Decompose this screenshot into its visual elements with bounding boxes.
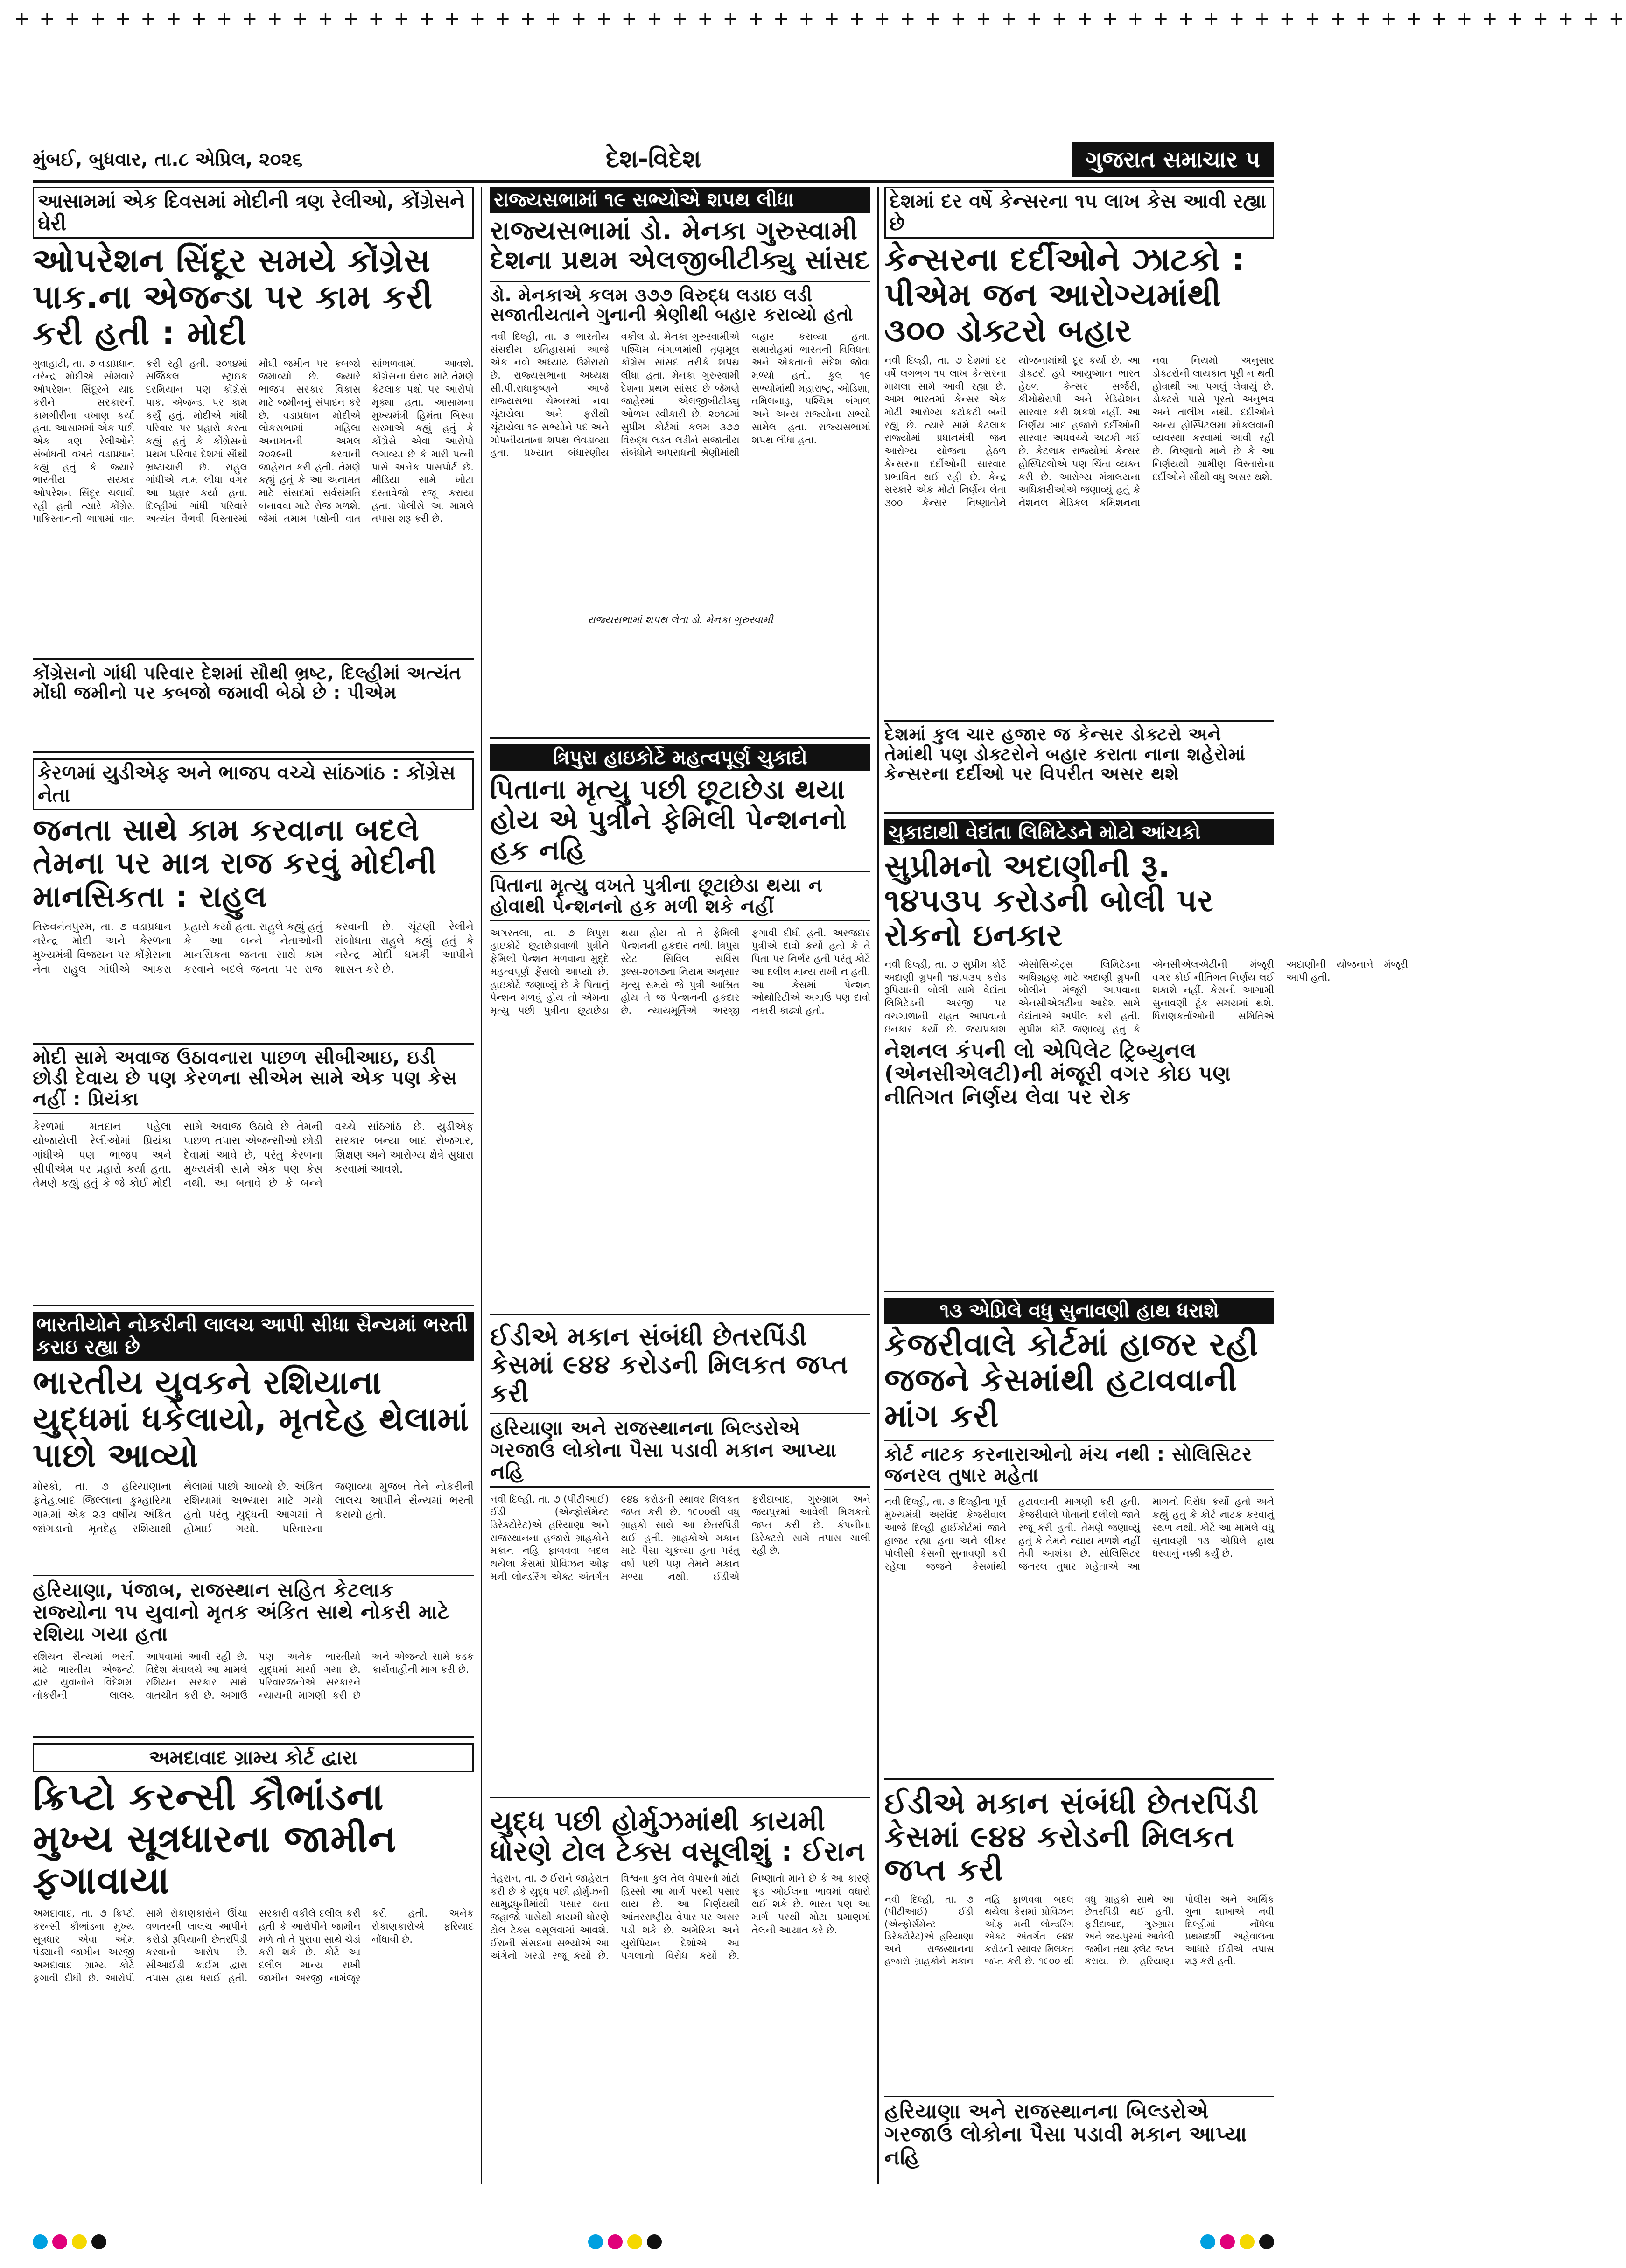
magenta-dot [1220, 2234, 1235, 2249]
kicker: દેશમાં દર વર્ષે કેન્સરના ૧૫ લાખ કેસ આવી રહ્યા છે [884, 187, 1274, 239]
kicker: અમદાવાદ ગ્રામ્ય કોર્ટ દ્વારા [33, 1743, 474, 1772]
article-body: મોસ્કો, તા. ૭ હરિયાણાના ફતેહાબાદ જિલ્લાના કુમ્હારિયા ગામમાં એક ૨૩ વર્ષીય અંકિત જાંગડાનો મૃતદેહ રશિયાથી થેલામાં પાછો આવ્યો છે. અંકિત રશિયામાં અભ્યાસ માટે ગયો હતો પરંતુ યુદ્ધની આગમાં તે હોમાઈ ગયો. પરિવારના જણાવ્યા મુજબ તેને નોકરીની લાલચ આપીને સૈન્યમાં ભરતી કરાયો હતો. [33, 1480, 474, 1535]
headline: ભારતીય યુવકને રશિયાના યુદ્ધમાં ધકેલાયો, મૃતદેહ થેલામાં પાછો આવ્યો [33, 1363, 470, 1475]
section-rule [33, 1305, 474, 1306]
subheadline: નેશનલ કંપની લો એપિલેટ ટ્રિબ્યુનલ (એનસીએલટી)ની મંજૂરી વગર કોઇ પણ નીતિગત નિર્ણય લેવા પર રોક [884, 1039, 1231, 1109]
article-adani [884, 819, 1408, 1286]
color-bar-right [1200, 2234, 1274, 2249]
subheadline: મોદી સામે અવાજ ઉઠાવનારા પાછળ સીબીઆઇ, ઇડી છોડી દેવાય છે પણ કેરળના સીએમ સામે એક પણ કેસ નહીં : પ્રિયંકા [33, 1043, 474, 1114]
article-cancer [884, 187, 1274, 807]
section-rule [884, 1778, 1274, 1780]
black-dot [1259, 2234, 1274, 2249]
article-body: નવી દિલ્હી, તા. ૭ (પીટીઆઈ) ઈડી (એન્ફોર્સમેન્ટ ડિરેક્ટોરેટ)એ હરિયાણા અને રાજસ્થાનના હજારો ગ્રાહકોને મકાન નહિ ફાળવવા બદલ થયેલા કેસમાં પ્રોવિઝન ઓફ મની લોન્ડરિંગ એક્ટ અંતર્ગત ૯૪૪ કરોડની સ્થાવર મિલકત જપ્ત કરી છે. ૧૯૦૦ થી વધુ ગ્રાહકો સાથે આ છેતરપિંડી થઈ હતી. ફરીદાબાદ, ગુરુગ્રામ અને જયપુરમાં આવેલી જમીન તથા ફ્લેટ જપ્ત કરાયા છે. હરિયાણા પોલીસ અને આર્થિક ગુના શાખાએ નવી દિલ્હીમાં નોંધેલા પ્રથમદર્શી અહેવાલના આધારે ઈડીએ તપાસ શરૂ કરી હતી. [884, 1894, 1274, 1966]
article-body: નવી દિલ્હી, તા. ૭ દેશમાં દર વર્ષે લગભગ ૧૫ લાખ કેન્સરના મામલા સામે આવી રહ્યા છે. આમ ભારતમાં કેન્સર એક મોટી આરોગ્ય કટોકટી બની રહ્યું છે. ત્યારે સામે કેટલાક રાજ્યોમાં પ્રધાનમંત્રી જન આરોગ્ય યોજના હેઠળ કેન્સરના દર્દીઓની સારવાર પ્રભાવિત થઈ રહી છે. કેન્દ્ર સરકારે એક મોટો નિર્ણય લેતા ૩૦૦ કેન્સર નિષ્ણાતોને યોજનામાંથી દૂર કર્યા છે. આ ડોક્ટરો હવે આયુષ્માન ભારત હેઠળ કેન્સર સર્જરી, કીમોથેરાપી અને રેડિયેશન સારવાર કરી શકશે નહીં. આ નિર્ણય બાદ હજારો દર્દીઓની સારવાર અધવચ્ચે અટકી ગઈ છે. કેટલાક રાજ્યોમાં કેન્સર હોસ્પિટલોએ પણ ચિંતા વ્યક્ત કરી છે. આરોગ્ય મંત્રાલયના અધિકારીઓએ જણાવ્યું હતું કે નેશનલ મેડિકલ કમિશનના નવા નિયમો અનુસાર ડોક્ટરોની લાયકાત પૂરી ન થતી હોવાથી આ પગલું લેવાયું છે. ડોક્ટરો પાસે પૂરતો અનુભવ અને તાલીમ નથી. દર્દીઓને અન્ય હોસ્પિટલમાં મોકલવાની વ્યવસ્થા કરવામાં આવી રહી છે. નિષ્ણાતો માને છે કે આ નિર્ણયથી ગ્રામીણ વિસ્તારોના દર્દીઓને સૌથી વધુ અસર થશે. [884, 355, 1274, 508]
section-rule [490, 1314, 870, 1315]
section-rule [33, 1736, 474, 1738]
section-title: દેશ-વિદેશ [605, 145, 701, 173]
column-rule [877, 187, 879, 2184]
article-body: તેહરાન, તા. ૭ ઈરાને જાહેરાત કરી છે કે યુદ્ધ પછી હોર્મુઝની સામુદ્રધુનીમાંથી પસાર થતા જહાજો પાસેથી કાયમી ધોરણે ટોલ ટેક્સ વસૂલવામાં આવશે. ઈરાની સંસદના સભ્યોએ આ અંગેનો ખરડો રજૂ કર્યો છે. વિશ્વના કુલ તેલ વેપારનો મોટો હિસ્સો આ માર્ગ પરથી પસાર થાય છે. આ નિર્ણયથી આંતરરાષ્ટ્રીય વેપાર પર અસર પડી શકે છે. અમેરિકા અને યુરોપિયન દેશોએ આ પગલાનો વિરોધ કર્યો છે. નિષ્ણાતો માને છે કે આ કારણે ક્રૂડ ઓઈલના ભાવમાં વધારો થઈ શકે છે. ભારત પણ આ માર્ગ પરથી મોટા પ્રમાણમાં તેલની આયાત કરે છે. [490, 1872, 870, 1962]
yellow-dot [1240, 2234, 1255, 2249]
color-bar-left [33, 2234, 106, 2249]
headline: રાજ્યસભામાં ડો. મેનકા ગુરુસ્વામી દેશના પ્રથમ એલજીબીટીક્યુ સાંસદ [490, 216, 870, 276]
headline: ઈડીએ મકાન સંબંધી છેતરપિંડી કેસમાં ૯૪૪ કરોડની મિલકત જપ્ત કરી [884, 1786, 1259, 1888]
kicker: ચુકાદાથી વેદાંતા લિમિટેડને મોટો આંચકો [884, 819, 1274, 845]
article-body: રશિયન સૈન્યમાં ભરતી માટે ભારતીય એજન્ટો દ્વારા યુવાનોને વિદેશમાં નોકરીની લાલચ આપવામાં આવી રહી છે. વિદેશ મંત્રાલયે આ મામલે રશિયન સરકાર સાથે વાતચીત કરી છે. અગાઉ પણ અનેક ભારતીયો યુદ્ધમાં માર્યા ગયા છે. પરિવારજનોએ સરકારને ન્યાયની માગણી કરી છે અને એજન્ટો સામે કડક કાર્યવાહીની માગ કરી છે. [33, 1650, 474, 1701]
newspaper-name: ગુજરાત સમાચાર ૫ [1072, 142, 1274, 177]
article-tripura [490, 744, 870, 1309]
article-maneka [490, 187, 870, 733]
registration-marks-top: + + + + + + + + + + + + + + + + + + + + + + + + + + + + + + + + + + + + + + + + + + + + + + + + + + + + + + + + + + + + + + + + [14, 8, 1626, 29]
subheadline: કોર્ટ નાટક કરનારાઓનો મંચ નથી : સોલિસિટર જનરલ તુષાર મહેતા [884, 1440, 1274, 1490]
article-body: નવી દિલ્હી, તા. ૭ ભારતીય સંસદીય ઇતિહાસમાં આજે એક નવો અધ્યાય ઉમેરાયો છે. રાજ્યસભાના અધ્યક્ષ સી.પી.રાધાકૃષ્ણને આજે રાજ્યસભા ચેમ્બરમાં નવા ચૂંટાયેલા અને ફરીથી ચૂંટાયેલા ૧૯ સભ્યોને પદ અને ગોપનીયતાના શપથ લેવડાવ્યા હતા. પ્રખ્યાત બંધારણીય વકીલ ડો. મેનકા ગુરુસ્વામીએ પશ્ચિમ બંગાળમાંથી તૃણમૂલ કોંગ્રેસ સાંસદ તરીકે શપથ લીધા હતા. મેનકા ગુરુસ્વામી દેશના પ્રથમ સાંસદ છે જેમણે જાહેરમાં એલજીબીટીક્યુ ઓળખ સ્વીકારી છે. ૨૦૧૮માં સુપ્રીમ કોર્ટમાં કલમ ૩૭૭ વિરુદ્ધ લડત લડીને સજાતીય સંબંધોને અપરાધની શ્રેણીમાંથી બહાર કરાવ્યા હતા. સમારોહમાં ભારતની વિવિધતા અને એકતાનો સંદેશ જોવા મળ્યો હતો. કુલ ૧૯ સભ્યોમાંથી મહારાષ્ટ્ર, ઓડિશા, તમિલનાડુ, પશ્ચિમ બંગાળ અને અન્ય રાજ્યોના સભ્યો સામેલ હતા. રાજ્યસભામાં શપથ લીધા હતા. [490, 330, 870, 459]
headline: યુદ્ધ પછી હોર્મુઝમાંથી કાયમી ધોરણે ટોલ ટેક્સ વસૂલીશું : ઈરાન [490, 1805, 866, 1867]
article-body: અગરતલા, તા. ૭ ત્રિપુરા હાઇકોર્ટે છૂટાછેડાવાળી પુત્રીને ફેમિલી પેન્શન મળવાના મુદ્દે મહત્વપૂર્ણ ફેંસલો આપ્યો છે. હાઇકોર્ટે જણાવ્યું છે કે પિતાનું પેન્શન મળવું હોય તો એમના મૃત્યુ પછી પુત્રીના છૂટાછેડા થયા હોય તો તે ફેમિલી પેન્શનની હકદાર નથી. ત્રિપુરા સ્ટેટ સિવિલ સર્વિસ રૂલ્સ-૨૦૧૭ના નિયમ અનુસાર મૃત્યુ સમયે જે પુત્રી આશ્રિત હોય તે જ પેન્શનની હકદાર છે. ન્યાયમૂર્તિએ અરજી ફગાવી દીધી હતી. અરજદાર પુત્રીએ દાવો કર્યો હતો કે તે પિતા પર નિર્ભર હતી પરંતુ કોર્ટે આ દલીલ માન્ય રાખી ન હતી. આ કેસમાં પેન્શન ઓથોરિટીએ અગાઉ પણ દાવો નકારી કાઢ્યો હતો. [490, 927, 870, 1017]
headline: કેજરીવાલે કોર્ટમાં હાજર રહી જજને કેસમાંથી હટાવવાની માંગ કરી [884, 1327, 1259, 1435]
section-rule [884, 812, 1274, 814]
headline: ઓપરેશન સિંદૂર સમયે કોંગ્રેસ પાક.ના એજન્ડા પર કામ કરી કરી હતી : મોદી [33, 241, 433, 353]
kicker: કેરળમાં યુડીએફ અને ભાજપ વચ્ચે સાંઠગાંઠ : કોંગ્રેસ નેતા [33, 758, 474, 810]
kicker: રાજ્યસભામાં ૧૯ સભ્યોએ શપથ લીધા [490, 187, 870, 213]
photo-caption: રાજ્યસભામાં શપથ લેતા ડો. મેનકા ગુરુસ્વામી [587, 614, 773, 626]
article-body: ગુવાહાટી, તા. ૭ વડાપ્રધાન નરેન્દ્ર મોદીએ સોમવારે ઓપરેશન સિંદૂરને યાદ કરીને સરકારની કામગીરીના વખાણ કર્યા હતા. આસામમાં એક પછી એક ત્રણ રેલીઓને સંબોધતી વખતે વડાપ્રધાને કહ્યું હતું કે જ્યારે ભારતીય સરકાર ઓપરેશન સિંદૂર ચલાવી રહી હતી ત્યારે કોંગ્રેસ પાકિસ્તાનની ભાષામાં વાત કરી રહી હતી. ૨૦૧૪માં સર્જિકલ સ્ટ્રાઇક દરમિયાન પણ કોંગ્રેસે પાક. એજન્ડા પર કામ કર્યું હતું. મોદીએ ગાંધી પરિવાર પર પ્રહારો કરતા કહ્યું હતું કે કોંગ્રેસનો પ્રથમ પરિવાર દેશમાં સૌથી ભ્રષ્ટાચારી છે. રાહુલ ગાંધીએ નામ લીધા વગર આ પ્રહાર કર્યા હતા. દિલ્હીમાં ગાંધી પરિવારે અત્યંત વૈભવી વિસ્તારમાં મોંઘી જમીન પર કબજો જમાવ્યો છે. જ્યારે ભાજપ સરકાર વિકાસ માટે જમીનનું સંપાદન કરે છે. વડાપ્રધાન મોદીએ લોકસભામાં મહિલા અનામતની અમલ ૨૦૨૯ની કરવાની જાહેરાત કરી હતી. તેમણે કહ્યું હતું કે આ અનામત માટે સંસદમાં સર્વસંમતિ બનાવવા માટે રોજ મળશે. જેમાં તમામ પક્ષોની વાત સાંભળવામાં આવશે. કોંગ્રેસના ઘેરાવ માટે તેમણે કેટલાક પક્ષો પર આરોપો મૂક્યા હતા. આસામના મુખ્યમંત્રી હિમંતા બિસ્વા સરમાએ કહ્યું હતું કે કોંગ્રેસે એવા આરોપો લગાવ્યા છે કે મારી પત્ની પાસે અનેક પાસપોર્ટ છે. મીડિયા સામે ખોટા દસ્તાવેજો રજૂ કરાયા હતા. પોલીસે આ મામલે તપાસ શરૂ કરી છે. [33, 358, 474, 525]
magenta-dot [608, 2234, 623, 2249]
color-bar-center [588, 2234, 662, 2249]
yellow-dot [627, 2234, 642, 2249]
yellow-dot [72, 2234, 87, 2249]
black-dot [91, 2234, 106, 2249]
subheadline: પિતાના મૃત્યુ વખતે પુત્રીના છૂટાછેડા થયા ન હોવાથી પેન્શનનો હક મળી શકે નહીં [490, 871, 870, 921]
article-modi [33, 187, 474, 747]
headline: ઈડીએ મકાન સંબંધી છેતરપિંડી કેસમાં ૯૪૪ કરોડની મિલકત જપ્ત કરી [490, 1322, 848, 1408]
masthead [33, 142, 1274, 183]
cyan-dot [1200, 2234, 1215, 2249]
cyan-dot [33, 2234, 48, 2249]
article-kejriwal [884, 1298, 1274, 1774]
headline: સુપ્રીમનો અદાણીની રૂ. ૧૪૫૩૫ કરોડની બોલી પર રોકનો ઇનકાર [884, 848, 1214, 954]
black-dot [647, 2234, 662, 2249]
section-rule [490, 737, 870, 739]
article-body: નવી દિલ્હી, તા. ૭ સુપ્રીમ કોર્ટે અદાણી ગ્રુપની ૧૪,૫૩૫ કરોડ રૂપિયાની બોલી સામે વેદાંતા લિમિટેડની અરજી પર વચગાળાની રાહત આપવાનો ઇનકાર કર્યો છે. જયપ્રકાશ એસોસિએટ્સ લિમિટેડના અધિગ્રહણ માટે અદાણી ગ્રુપની બોલીને મંજૂરી આપવાના એનસીએલટીના આદેશ સામે વેદાંતાએ અપીલ કરી હતી. સુપ્રીમ કોર્ટે જણાવ્યું હતું કે એનસીએલએટીની મંજૂરી વગર કોઈ નીતિગત નિર્ણય લઈ શકાશે નહીં. કેસની આગામી સુનાવણી ટૂંક સમયમાં થશે. ધિરાણકર્તાઓની સમિતિએ અદાણીની યોજનાને મંજૂરી આપી હતી. [884, 959, 1408, 1035]
kicker: ભારતીયોને નોકરીની લાલચ આપી સીધા સૈન્યમાં ભરતી કરાઇ રહ્યા છે [33, 1312, 474, 1361]
article-body: કેરળમાં મતદાન પહેલા યોજાયેલી રેલીઓમાં પ્રિયંકા ગાંધીએ પણ ભાજપ અને સીપીએમ પર પ્રહારો કર્યા હતા. તેમણે કહ્યું હતું કે જે કોઈ મોદી સામે અવાજ ઉઠાવે છે તેમની પાછળ તપાસ એજન્સીઓ છોડી દેવામાં આવે છે, પરંતુ કેરળના મુખ્યમંત્રી સામે એક પણ કેસ નથી. આ બતાવે છે કે બન્ને વચ્ચે સાંઠગાંઠ છે. યુડીએફ સરકાર બન્યા બાદ રોજગાર, શિક્ષણ અને આરોગ્ય ક્ષેત્રે સુધારા કરવામાં આવશે. [33, 1121, 474, 1190]
column-rule [481, 187, 482, 2184]
kicker: ત્રિપુરા હાઇકોર્ટે મહત્વપૂર્ણ ચુકાદો [490, 744, 870, 771]
article-body: અમદાવાદ, તા. ૭ ક્રિપ્ટો કરન્સી કૌભાંડના મુખ્ય સૂત્રધાર એવા ઓમ પંડ્યાની જામીન અરજી અમદાવાદ ગ્રામ્ય કોર્ટે ફગાવી દીધી છે. આરોપી સામે રોકાણકારોને ઊંચા વળતરની લાલચ આપીને કરોડો રૂપિયાની છેતરપિંડી કરવાનો આરોપ છે. સીઆઈડી ક્રાઈમ દ્વારા તપાસ હાથ ધરાઈ હતી. સરકારી વકીલે દલીલ કરી હતી કે આરોપીને જામીન મળે તો તે પુરાવા સાથે ચેડાં કરી શકે છે. કોર્ટે આ દલીલ માન્ય રાખી જામીન અરજી નામંજૂર કરી હતી. અનેક રોકાણકારોએ ફરિયાદ નોંધાવી છે. [33, 1908, 474, 1984]
article-ed-housing-2 [884, 1785, 1274, 2187]
subheadline: દેશમાં કુલ ચાર હજાર જ કેન્સર ડોક્ટરો અને તેમાંથી પણ ડોક્ટરોને બહાર કરાતા નાના શહેરોમાં કેન્સરના દર્દીઓ પર વિપરીત અસર થશે [884, 720, 1274, 784]
article-body: નવી દિલ્હી, તા. ૭ દિલ્હીના પૂર્વ મુખ્યમંત્રી અરવિંદ કેજરીવાલ આજે દિલ્હી હાઈકોર્ટમાં જાતે હાજર રહ્યા હતા અને લીકર પોલીસી કેસની સુનાવણી કરી રહેલા જજને કેસમાંથી હટાવવાની માગણી કરી હતી. કેજરીવાલે પોતાની દલીલો જાતે રજૂ કરી હતી. તેમણે જણાવ્યું હતું કે તેમને ન્યાય મળશે નહીં તેવી આશંકા છે. સોલિસિટર જનરલ તુષાર મહેતાએ આ માગનો વિરોધ કર્યો હતો અને કહ્યું હતું કે કોર્ટ નાટક કરવાનું સ્થળ નથી. કોર્ટે આ મામલે વધુ સુનાવણી ૧૩ એપ્રિલે હાથ ધરવાનું નક્કી કર્યું છે. [884, 1496, 1274, 1572]
kicker: ૧૩ એપ્રિલે વધુ સુનાવણી હાથ ધરાશે [884, 1298, 1274, 1324]
cyan-dot [588, 2234, 603, 2249]
section-rule [490, 1797, 870, 1798]
subheadline: હરિયાણા, પંજાબ, રાજસ્થાન સહિત કેટલાક રાજ્યોના ૧૫ યુવાનો મૃતક અંકિત સાથે નોકરી માટે રશિયા ગયા હતા [33, 1575, 474, 1645]
subheadline: હરિયાણા અને રાજસ્થાનના બિલ્ડરોએ ગરજાઉ લોકોના પૈસા પડાવી મકાન આપ્યા નહિ [884, 2096, 1274, 2169]
headline: જનતા સાથે કામ કરવાના બદલે તેમના પર માત્ર રાજ કરવું મોદીની માનસિકતા : રાહુલ [33, 813, 437, 914]
article-body: નવી દિલ્હી, તા. ૭ (પીટીઆઈ) ઈડી (એન્ફોર્સમેન્ટ ડિરેક્ટોરેટ)એ હરિયાણા અને રાજસ્થાનના હજારો ગ્રાહકોને મકાન નહિ ફાળવવા બદલ થયેલા કેસમાં પ્રોવિઝન ઓફ મની લોન્ડરિંગ એક્ટ અંતર્ગત ૯૪૪ કરોડની સ્થાવર મિલકત જપ્ત કરી છે. ૧૯૦૦થી વધુ ગ્રાહકો સાથે આ છેતરપિંડી થઈ હતી. ગ્રાહકોએ મકાન માટે પૈસા ચૂકવ્યા હતા પરંતુ વર્ષો પછી પણ તેમને મકાન મળ્યા નથી. ઈડીએ ફરીદાબાદ, ગુરુગ્રામ અને જયપુરમાં આવેલી મિલકતો જપ્ત કરી છે. કંપનીના ડિરેક્ટરો સામે તપાસ ચાલી રહી છે. [490, 1493, 870, 1582]
article-iran [490, 1804, 870, 2187]
headline: પિતાના મૃત્યુ પછી છૂટાછેડા થયા હોય એ પુત્રીને ફેમિલી પેન્શનનો હક નહિ [490, 773, 847, 866]
headline: કેન્સરના દર્દીઓને ઝાટકો : પીએમ જન આરોગ્યમાંથી ૩૦૦ ડોક્ટરો બહાર [884, 241, 1245, 349]
article-russia [33, 1312, 474, 1732]
magenta-dot [52, 2234, 67, 2249]
section-rule [884, 1291, 1274, 1292]
article-ed-housing [490, 1321, 870, 1792]
subheadline: કોંગ્રેસનો ગાંધી પરિવાર દેશમાં સૌથી ભ્રષ્ટ, દિલ્હીમાં અત્યંત મોંઘી જમીનો પર કબજો જમાવી બેઠો છે : પીએમ [33, 658, 474, 703]
dateline: મુંબઈ, બુધવાર, તા.૮ એપ્રિલ, ૨૦૨૬ [33, 149, 303, 170]
headline: ક્રિપ્ટો કરન્સી કૌભાંડના મુખ્ય સૂત્રધારના જામીન ફગાવાયા [33, 1775, 397, 1903]
article-body: તિરુવનંતપુરમ, તા. ૭ વડાપ્રધાન નરેન્દ્ર મોદી અને કેરળના મુખ્યમંત્રી વિજયન પર કોંગ્રેસના નેતા રાહુલ ગાંધીએ આકરા પ્રહારો કર્યા હતા. રાહુલે કહ્યું હતું કે આ બન્ને નેતાઓની માનસિકતા જનતા સાથે કામ કરવાને બદલે જનતા પર રાજ કરવાની છે. ચૂંટણી રેલીને સંબોધતા રાહુલે કહ્યું હતું કે નરેન્દ્ર મોદી ધમકી આપીને શાસન કરે છે. [33, 920, 474, 976]
subheadline: ડો. મેનકાએ કલમ ૩૭૭ વિરુદ્ધ લડાઇ લડી સજાતીયતાને ગુનાની શ્રેણીથી બહાર કરાવ્યો હતો [490, 281, 870, 325]
article-crypto [33, 1743, 474, 2187]
section-rule [33, 751, 474, 753]
article-rahul [33, 758, 474, 1300]
kicker: આસામમાં એક દિવસમાં મોદીની ત્રણ રેલીઓ, કોંગ્રેસને ઘેરી [33, 187, 474, 239]
subheadline: હરિયાણા અને રાજસ્થાનના બિલ્ડરોએ ગરજાઉ લોકોના પૈસા પડાવી મકાન આપ્યા નહિ [490, 1413, 870, 1487]
